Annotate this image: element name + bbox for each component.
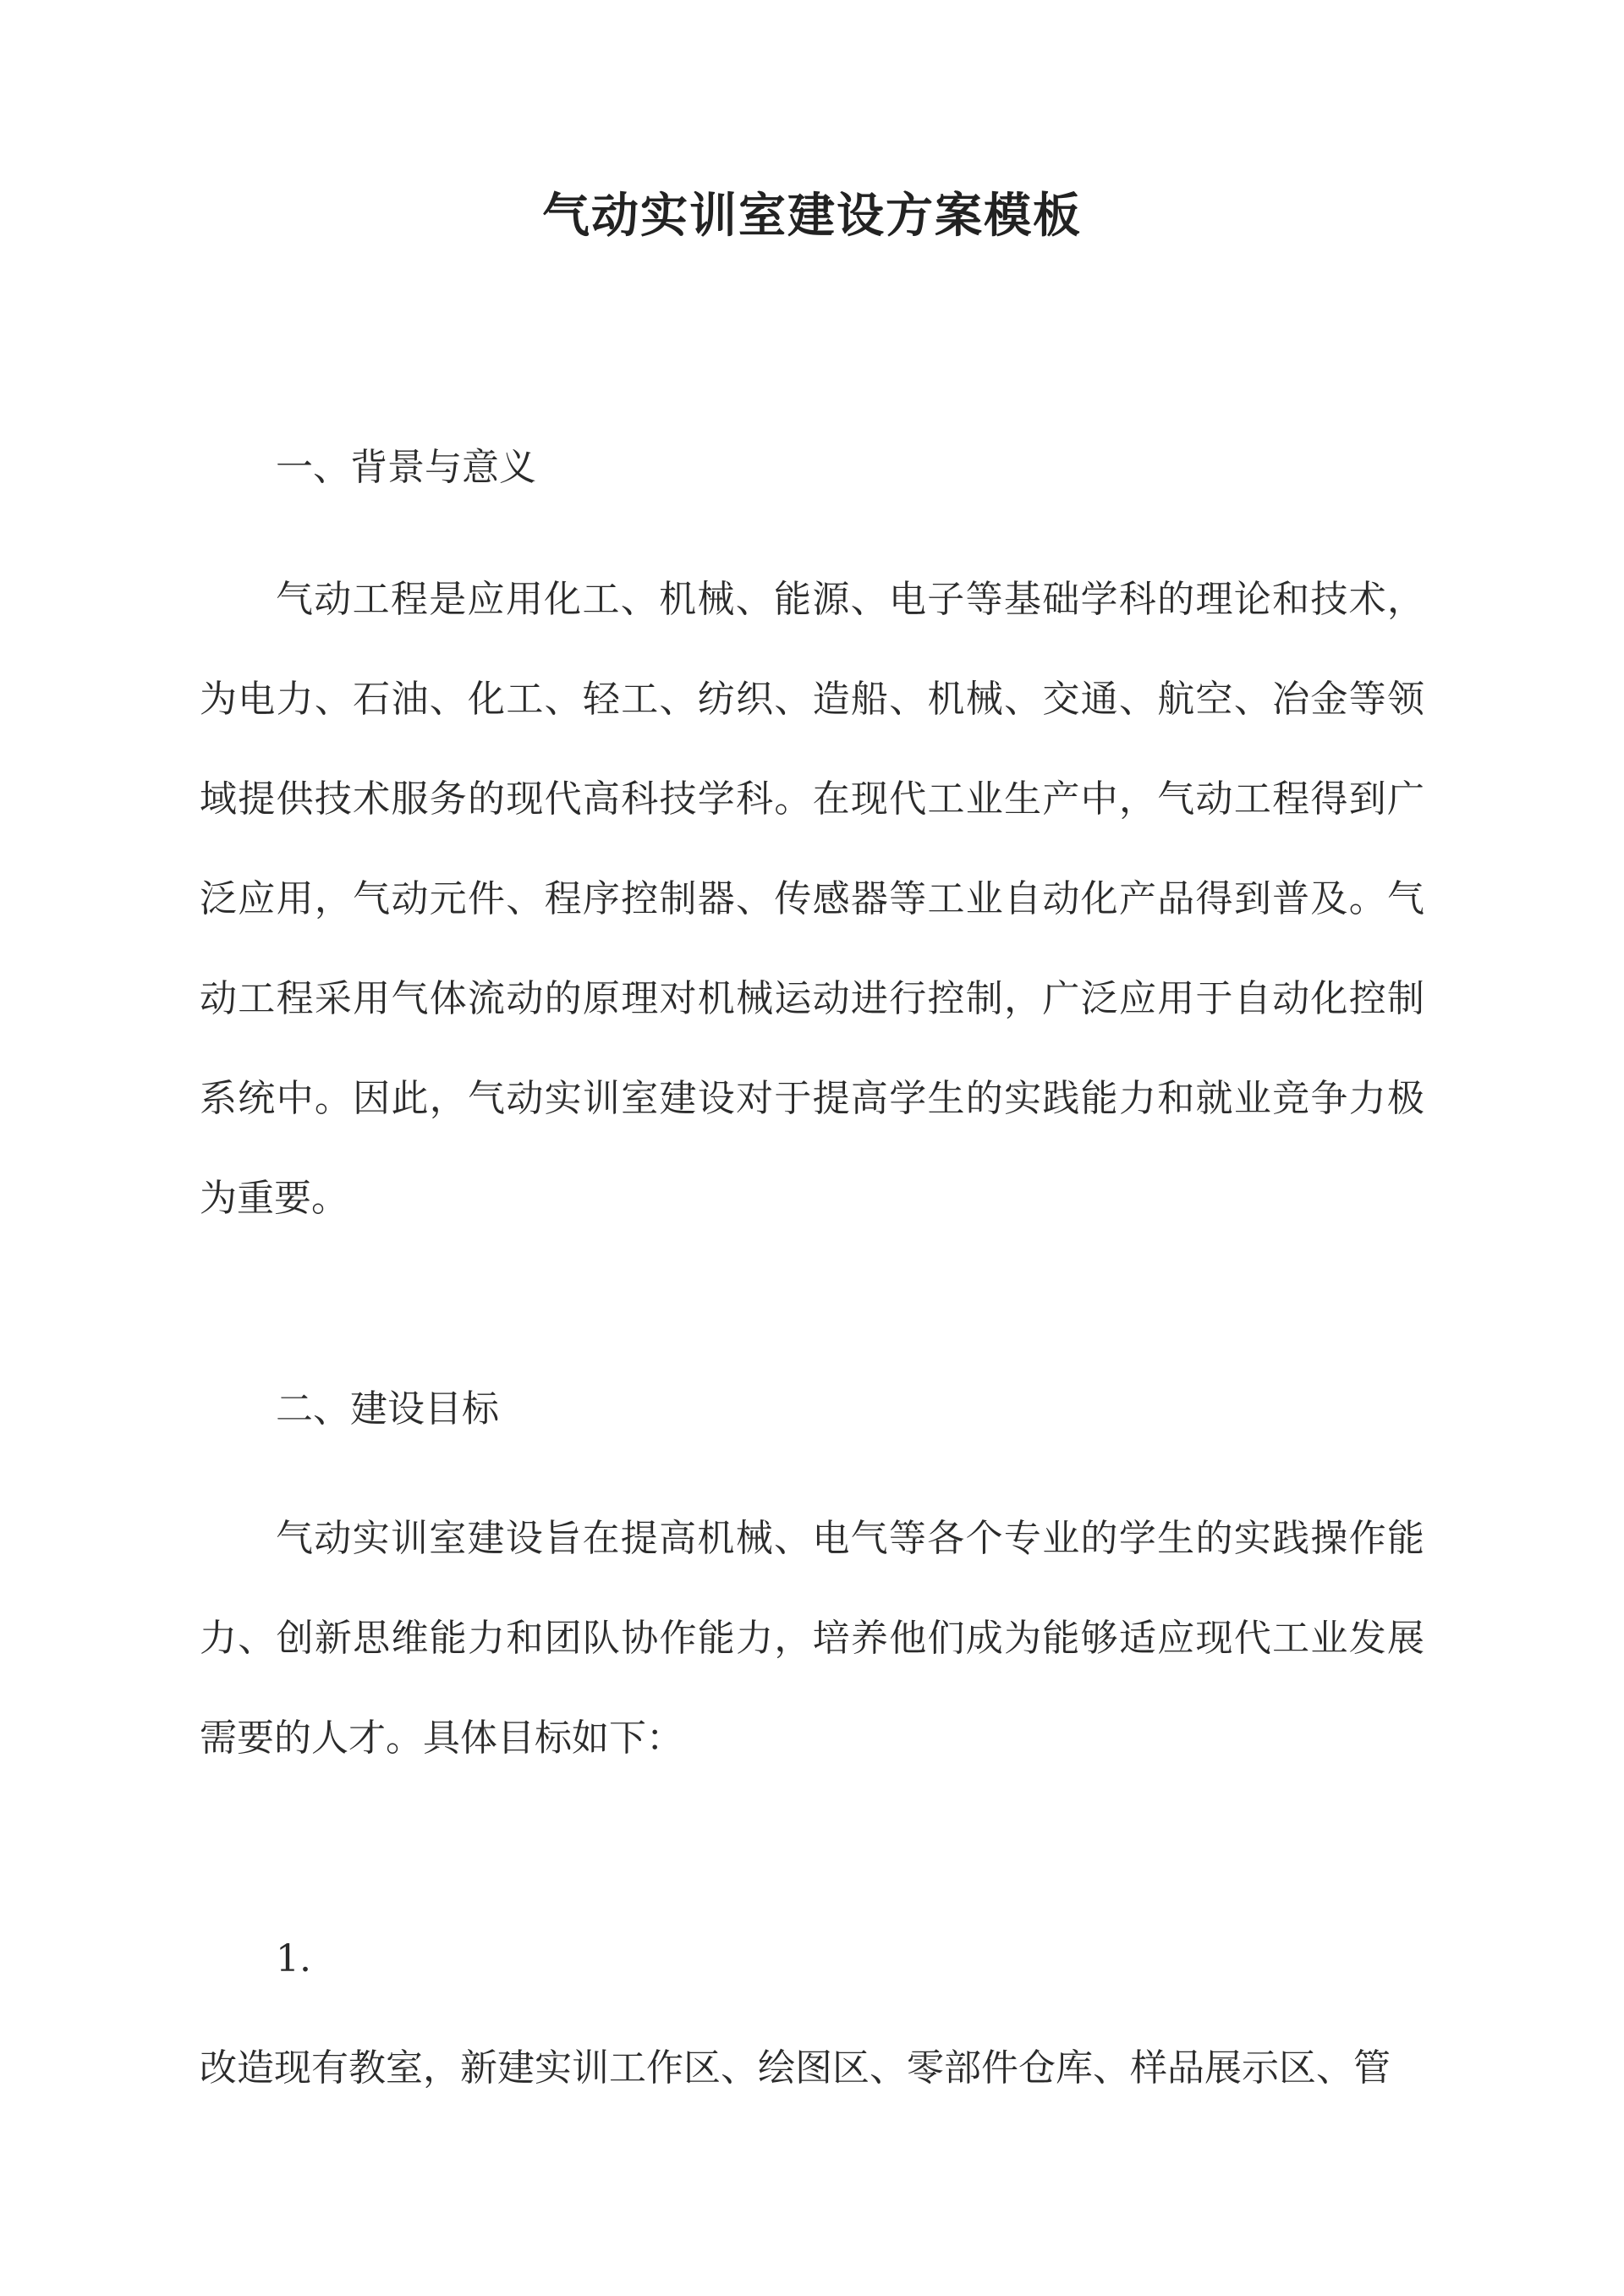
document-title: 气动实训室建设方案模板 <box>542 188 1082 244</box>
list-item-number: 1. <box>276 1937 311 1980</box>
paragraph-goals: 气动实训室建设旨在提高机械、电气等各个专业的学生的实践操作能力、创新思维能力和团队协作能力，培养他们成为能够适应现代工业发展需要的人才。具体目标如下： <box>200 1517 1424 1760</box>
section-heading-background: 一、背景与意义 <box>276 446 536 489</box>
paragraph-background: 气动工程是应用化工、机械、能源、电子等基础学科的理论和技术，为电力、石油、化工、轻工、纺织、造船、机械、交通、航空、冶金等领域提供技术服务的现代高科技学科。在现代工业生产中，气动工程得到广泛应用，气动元件、程序控制器、传感器等工业自动化产品得到普及。气动工程采用气体流动的原理对机械运动进行控制，广泛应用于自动化控制系统中。因此，气动实训室建设对于提高学生的实践能力和就业竞争力极为重要。 <box>200 578 1424 1220</box>
section-heading-goals: 二、建设目标 <box>276 1387 499 1431</box>
list-item-text: 改造现有教室，新建实训工作区、绘图区、零部件仓库、样品展示区、管 <box>200 2046 1391 2090</box>
